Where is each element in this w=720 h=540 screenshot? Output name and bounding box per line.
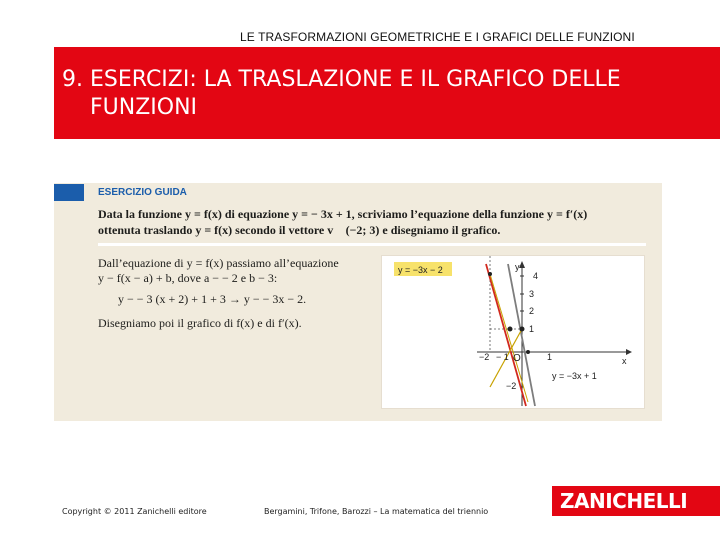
slide-title-line1: 9. ESERCIZI: LA TRASLAZIONE E IL GRAFICO DELLE [62, 67, 621, 92]
exercise-tab-marker [54, 184, 84, 201]
tick-label-x1: 1 [547, 352, 553, 362]
tick-label-y3: 3 [529, 289, 535, 299]
footer-copyright: Copyright © 2011 Zanichelli editore [62, 507, 207, 516]
exercise-prompt-line1: Data la funzione y = f(x) di equazione y = − 3x + 1, scriviamo l’equazione della funzione y = f′(x) [98, 207, 588, 221]
legend-original: y = −3x + 1 [552, 371, 597, 381]
step-line4: Disegniamo poi il grafico di f(x) e di f′(x). [98, 316, 302, 330]
tick-label-xm1: − 1 [496, 352, 509, 362]
translation-graph [382, 256, 644, 408]
slide-title [62, 66, 702, 122]
axis-x-label: x [622, 356, 627, 366]
tick-label-y4: 4 [533, 271, 539, 281]
point-root [526, 350, 530, 354]
tick-label-y1: 1 [529, 324, 535, 334]
exercise-tag: ESERCIZIO GUIDA [98, 187, 187, 198]
legend-translated: y = −3x − 2 [398, 265, 443, 275]
header-subtitle: LE TRASFORMAZIONI GEOMETRICHE E I GRAFICI DELLE FUNZIONI [240, 30, 635, 44]
graph-box [382, 256, 644, 408]
tick-label-y2: 2 [529, 306, 535, 316]
slide-title-line2: FUNZIONI [90, 95, 198, 120]
zanichelli-logo: ZANICHELLI [552, 486, 720, 516]
separator [98, 243, 646, 246]
tick-label-ym2: −2 [506, 381, 517, 391]
footer-credits: Bergamini, Trifone, Barozzi – La matematica del triennio [264, 507, 489, 516]
step-line1: Dall’equazione di y = f(x) passiamo all’equazione [98, 256, 339, 270]
origin-label: O [513, 353, 521, 364]
step-line3: y − − 3 (x + 2) + 1 + 3 → y − − 3x − 2. [118, 292, 307, 306]
y-axis-arrow [519, 261, 525, 268]
step-line2: y − f(x − a) + b, dove a − − 2 e b − 3: [98, 271, 278, 285]
point-top [488, 272, 492, 276]
x-axis-arrow [626, 349, 632, 355]
exercise-prompt-line2: ottenuta traslando y = f(x) secondo il vettore v⃗ (−2; 3) e disegniamo il grafico. [98, 223, 501, 237]
point-original [520, 327, 525, 332]
axis-y-label: y [515, 262, 520, 272]
tick-label-xm2: −2 [479, 352, 490, 362]
point-translated [508, 327, 513, 332]
